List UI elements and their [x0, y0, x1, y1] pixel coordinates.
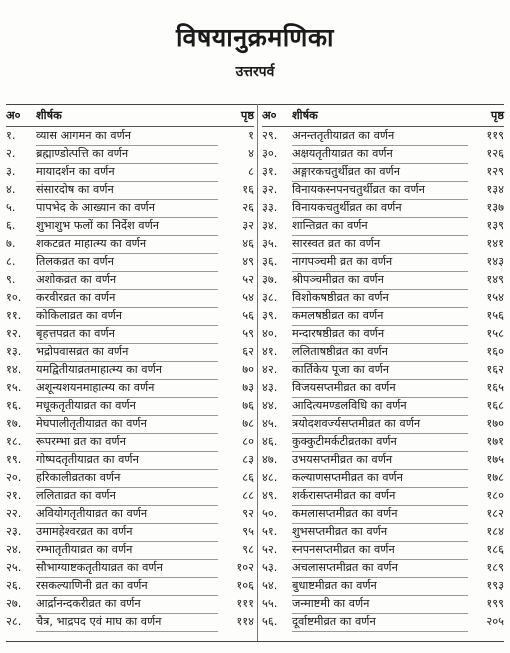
entry-title: दूर्वाष्टमीव्रत का वर्णन [292, 613, 468, 632]
entry-page-number: १७० [486, 417, 504, 430]
toc-entry [262, 469, 504, 487]
toc-entry [6, 181, 254, 199]
entry-chapter-number: ३०. [262, 147, 278, 160]
toc-entry [262, 289, 504, 307]
section-subtitle: उत्तरपर्व [235, 64, 275, 80]
toc-left-column [6, 106, 254, 631]
entry-chapter-number: ३९. [262, 309, 278, 322]
entry-title: कल्याणसप्तमीव्रत का वर्णन [292, 469, 468, 488]
entry-chapter-number: १४. [6, 363, 22, 376]
header-chapter-number: अ० [262, 109, 277, 122]
entry-title: तिलकव्रत का वर्णन [36, 253, 218, 272]
entry-page-number: ९२ [242, 507, 254, 520]
toc-entry [262, 541, 504, 559]
header-page: पृष्ठ [490, 109, 504, 122]
entry-page-number: १८६ [486, 543, 504, 556]
entry-chapter-number: ८. [6, 255, 16, 268]
entry-chapter-number: १३. [6, 345, 22, 358]
entry-chapter-number: ४६. [262, 435, 278, 448]
entry-page-number: १६२ [486, 363, 504, 376]
entry-chapter-number: १५. [6, 381, 22, 394]
header-chapter-number: अ० [6, 109, 21, 122]
entry-title: शुभाशुभ फलों का निर्देश वर्णन [36, 217, 218, 236]
toc-entry [262, 181, 504, 199]
entry-title: कमलषष्ठीव्रत का वर्णन [292, 307, 468, 326]
entry-page-number: १०६ [236, 579, 254, 592]
entry-page-number: ५४ [242, 291, 254, 304]
entry-title: कुक्कुटीमर्कटीव्रतका वर्णन [292, 433, 468, 452]
toc-entry [262, 217, 504, 235]
toc-header-right [262, 106, 504, 127]
toc-entry [262, 613, 504, 631]
entry-title: कोकिलाव्रत का वर्णन [36, 307, 218, 326]
toc-entry [6, 289, 254, 307]
entry-title: विनायकस्नपनचतुर्थीव्रत का वर्णन [292, 181, 468, 200]
entry-page-number: ८६ [242, 471, 254, 484]
entry-chapter-number: १०. [6, 291, 22, 304]
toc-entry [6, 325, 254, 343]
toc-entry [262, 307, 504, 325]
entry-title: शकटव्रत माहात्म्य का वर्णन [36, 235, 218, 254]
entry-title: अक्षयतृतीयाव्रत का वर्णन [292, 145, 468, 164]
entry-page-number: १८० [486, 489, 504, 502]
entry-title: अनन्ततृतीयाव्रत का वर्णन [292, 127, 468, 146]
entry-page-number: ४९ [242, 255, 254, 268]
page-title: विषयानुक्रमणिका [175, 23, 335, 52]
entry-page-number: १३९ [486, 219, 504, 232]
toc-entry [6, 523, 254, 541]
entry-chapter-number: ४८. [262, 471, 278, 484]
entry-chapter-number: ४४. [262, 399, 278, 412]
toc-entry [6, 541, 254, 559]
entry-chapter-number: ३६. [262, 255, 278, 268]
entry-page-number: ८८ [242, 489, 254, 502]
entry-title: भद्रोपवासव्रत का वर्णन [36, 343, 218, 362]
toc-entry [6, 559, 254, 577]
entry-title: व्यास आगमन का वर्णन [36, 127, 218, 146]
toc-entry [262, 577, 504, 595]
toc-entry [262, 451, 504, 469]
entry-title: विशोकषष्ठीव्रत का वर्णन [292, 289, 468, 308]
entry-chapter-number: ४५. [262, 417, 278, 430]
entry-chapter-number: ५५. [262, 597, 278, 610]
entry-page-number: १४३ [486, 255, 504, 268]
entry-page-number: १२६ [486, 147, 504, 160]
entry-page-number: १७१ [486, 435, 504, 448]
toc-entry [262, 559, 504, 577]
entry-chapter-number: २५. [6, 561, 22, 574]
entry-chapter-number: २८. [6, 615, 22, 628]
toc-entry [6, 199, 254, 217]
entry-chapter-number: ५१. [262, 525, 278, 538]
toc-entry [6, 271, 254, 289]
table-top-rule [6, 104, 504, 105]
entry-chapter-number: १२. [6, 327, 22, 340]
entry-chapter-number: ३. [6, 165, 16, 178]
entry-chapter-number: १७. [6, 417, 22, 430]
toc-entry [262, 505, 504, 523]
toc-entry [6, 613, 254, 631]
entry-chapter-number: २०. [6, 471, 22, 484]
header-page: पृष्ठ [240, 109, 254, 122]
entry-title: त्रयोदशवर्ज्यसप्तमीव्रत का वर्णन [292, 415, 468, 434]
header-title: शीर्षक [36, 109, 62, 122]
entry-page-number: १ [248, 129, 254, 142]
entry-title: अङ्गारकचतुर्थीव्रत का वर्णन [292, 163, 468, 182]
toc-rows-right [262, 127, 504, 631]
entry-chapter-number: ५३. [262, 561, 278, 574]
entry-page-number: ७० [242, 363, 254, 376]
toc-entry [262, 595, 504, 613]
entry-title: हरिकालीव्रतका वर्णन [36, 469, 218, 488]
entry-title: उमामहेश्वरव्रत का वर्णन [36, 523, 218, 542]
entry-page-number: १०२ [236, 561, 254, 574]
entry-chapter-number: ७. [6, 237, 16, 250]
toc-entry [6, 433, 254, 451]
entry-title: बुधाष्टमीव्रत का वर्णन [292, 577, 468, 596]
toc-entry [262, 523, 504, 541]
entry-title: नागपञ्चमी व्रत का वर्णन [292, 253, 468, 272]
entry-title: विनायकचतुर्थीव्रत का वर्णन [292, 199, 468, 218]
entry-title: उभयसप्तमीव्रत का वर्णन [292, 451, 468, 470]
entry-title: मेघपालीतृतीयाव्रत का वर्णन [36, 415, 218, 434]
entry-title: अवियोगतृतीयाव्रत का वर्णन [36, 505, 218, 524]
entry-page-number: ७६ [242, 399, 254, 412]
entry-chapter-number: ३३. [262, 201, 278, 214]
entry-title: रूपरम्भा व्रत का वर्णन [36, 433, 218, 452]
toc-entry [262, 379, 504, 397]
entry-chapter-number: ६. [6, 219, 16, 232]
entry-page-number: १७८ [486, 471, 504, 484]
toc-entry [6, 145, 254, 163]
entry-page-number: १९३ [486, 579, 504, 592]
toc-entry [262, 127, 504, 145]
entry-chapter-number: ३२. [262, 183, 278, 196]
entry-chapter-number: ४. [6, 183, 16, 196]
entry-chapter-number: ३५. [262, 237, 278, 250]
entry-page-number: २०५ [486, 615, 504, 628]
toc-entry [262, 397, 504, 415]
entry-page-number: ५६ [242, 309, 254, 322]
toc-entry [6, 307, 254, 325]
entry-title: विजयसप्तमीव्रत का वर्णन [292, 379, 468, 398]
entry-title: आदित्यमण्डलविधि का वर्णन [292, 397, 468, 416]
entry-title: जन्माष्टमी का वर्णन [292, 595, 468, 614]
entry-title: आर्द्रानन्दकरीव्रत का वर्णन [36, 595, 218, 614]
entry-chapter-number: २९. [262, 129, 278, 142]
toc-entry [262, 253, 504, 271]
entry-chapter-number: १८. [6, 435, 22, 448]
entry-page-number: ८० [242, 435, 254, 448]
toc-entry [6, 163, 254, 181]
toc-entry [262, 487, 504, 505]
entry-title: यमद्वितीयाव्रतमाहात्म्य का वर्णन [36, 361, 218, 380]
entry-page-number: ८३ [242, 453, 254, 466]
entry-title: अशून्यशयनमाहात्म्य का वर्णन [36, 379, 218, 398]
entry-page-number: ३२ [242, 219, 254, 232]
entry-chapter-number: ५६. [262, 615, 278, 628]
entry-page-number: १४१ [486, 237, 504, 250]
toc-entry [6, 415, 254, 433]
entry-title: करवीरव्रत का वर्णन [36, 289, 218, 308]
entry-chapter-number: ४९. [262, 489, 278, 502]
header-title: शीर्षक [292, 109, 318, 122]
toc-entry [262, 199, 504, 217]
entry-title: मायादर्शन का वर्णन [36, 163, 218, 182]
entry-page-number: ४ [248, 147, 254, 160]
entry-page-number: १५४ [486, 291, 504, 304]
toc-entry [6, 127, 254, 145]
entry-page-number: १६५ [486, 381, 504, 394]
entry-title: शर्करासप्तमीव्रत का वर्णन [292, 487, 468, 506]
entry-chapter-number: ५२. [262, 543, 278, 556]
entry-title: पापभेद के आख्यान का वर्णन [36, 199, 218, 218]
entry-title: कार्तिकेय पूजा का वर्णन [292, 361, 468, 380]
toc-entry [262, 415, 504, 433]
entry-chapter-number: ३१. [262, 165, 278, 178]
toc-entry [6, 469, 254, 487]
entry-page-number: १४९ [486, 273, 504, 286]
toc-entry [6, 379, 254, 397]
toc-entry [6, 595, 254, 613]
entry-page-number: १५८ [486, 327, 504, 340]
entry-chapter-number: ४३. [262, 381, 278, 394]
entry-title: गोष्पदतृतीयाव्रत का वर्णन [36, 451, 218, 470]
entry-page-number: २६ [242, 201, 254, 214]
entry-chapter-number: २३. [6, 525, 22, 538]
toc-right-column [262, 106, 504, 631]
toc-entry [262, 343, 504, 361]
entry-chapter-number: ४१. [262, 345, 278, 358]
entry-chapter-number: ५. [6, 201, 16, 214]
toc-entry [262, 235, 504, 253]
entry-page-number: १२९ [486, 165, 504, 178]
entry-page-number: ७८ [242, 417, 254, 430]
entry-title: शुभसप्तमीव्रत का वर्णन [292, 523, 468, 542]
entry-title: बृहत्तपव्रत का वर्णन [36, 325, 218, 344]
entry-chapter-number: २२. [6, 507, 22, 520]
toc-entry [6, 505, 254, 523]
entry-page-number: १८९ [486, 561, 504, 574]
toc-entry [6, 253, 254, 271]
entry-chapter-number: २४. [6, 543, 22, 556]
entry-page-number: ८ [248, 165, 254, 178]
entry-page-number: १८४ [486, 525, 504, 538]
toc-entry [262, 325, 504, 343]
entry-chapter-number: २१. [6, 489, 22, 502]
entry-chapter-number: ३७. [262, 273, 278, 286]
entry-page-number: ७३ [242, 381, 254, 394]
entry-page-number: १५६ [486, 309, 504, 322]
entry-chapter-number: १६. [6, 399, 22, 412]
entry-chapter-number: १९. [6, 453, 22, 466]
entry-title: ब्रह्माण्डोत्पत्ति का वर्णन [36, 145, 218, 164]
entry-page-number: १८२ [486, 507, 504, 520]
entry-chapter-number: ४२. [262, 363, 278, 376]
entry-chapter-number: २७. [6, 597, 22, 610]
entry-page-number: ९५ [242, 525, 254, 538]
toc-entry [6, 451, 254, 469]
entry-title: कमलासप्तमीव्रत का वर्णन [292, 505, 468, 524]
entry-chapter-number: ९. [6, 273, 16, 286]
entry-chapter-number: ४०. [262, 327, 278, 340]
entry-page-number: १११ [236, 597, 254, 610]
table-bottom-rule [6, 641, 504, 642]
entry-title: स्नपनसप्तमीव्रत का वर्णन [292, 541, 468, 560]
column-divider [257, 104, 258, 641]
toc-entry [262, 145, 504, 163]
entry-page-number: ६२ [242, 345, 254, 358]
toc-entry [6, 217, 254, 235]
entry-chapter-number: २. [6, 147, 16, 160]
entry-chapter-number: ४७. [262, 453, 278, 466]
entry-chapter-number: ५०. [262, 507, 278, 520]
entry-chapter-number: ११. [6, 309, 22, 322]
entry-title: ललिताषष्ठीव्रत का वर्णन [292, 343, 468, 362]
toc-entry [6, 235, 254, 253]
toc-rows-left [6, 127, 254, 631]
toc-entry [262, 271, 504, 289]
toc-entry [6, 397, 254, 415]
toc-header-left [6, 106, 254, 127]
toc-entry [6, 343, 254, 361]
entry-chapter-number: ३४. [262, 219, 278, 232]
entry-page-number: १७५ [486, 453, 504, 466]
entry-chapter-number: ५४. [262, 579, 278, 592]
toc-entry [6, 487, 254, 505]
entry-title: ललिताव्रत का वर्णन [36, 487, 218, 506]
entry-page-number: ५२ [242, 273, 254, 286]
entry-page-number: १९९ [486, 597, 504, 610]
entry-page-number: १३७ [486, 201, 504, 214]
entry-title: रसकल्याणिनी व्रत का वर्णन [36, 577, 218, 596]
entry-chapter-number: १. [6, 129, 16, 142]
entry-title: सौभाग्याष्टकतृतीयाव्रत का वर्णन [36, 559, 218, 578]
entry-title: श्रीपञ्चमीव्रत का वर्णन [292, 271, 468, 290]
entry-page-number: ११९ [486, 129, 504, 142]
toc-entry [262, 361, 504, 379]
entry-page-number: १६० [486, 345, 504, 358]
entry-page-number: १६८ [486, 399, 504, 412]
entry-page-number: १३४ [486, 183, 504, 196]
entry-title: शान्तिव्रत का वर्णन [292, 217, 468, 236]
entry-page-number: ११४ [236, 615, 254, 628]
toc-entry [262, 433, 504, 451]
entry-chapter-number: ३८. [262, 291, 278, 304]
entry-title: रम्भातृतीयाव्रत का वर्णन [36, 541, 218, 560]
entry-title: अचलासप्तमीव्रत का वर्णन [292, 559, 468, 578]
entry-page-number: ४६ [242, 237, 254, 250]
entry-title: सारस्वत व्रत का वर्णन [292, 235, 468, 254]
toc-entry [6, 361, 254, 379]
entry-chapter-number: २६. [6, 579, 22, 592]
entry-title: अशोकव्रत का वर्णन [36, 271, 218, 290]
entry-title: मधूकतृतीयाव्रत का वर्णन [36, 397, 218, 416]
entry-page-number: ९८ [242, 543, 254, 556]
toc-entry [262, 163, 504, 181]
entry-title: चैत्र, भाद्रपद एवं माघ का वर्णन [36, 613, 218, 632]
entry-page-number: १६ [242, 183, 254, 196]
entry-page-number: ५९ [242, 327, 254, 340]
entry-title: मन्दारषष्ठीव्रत का वर्णन [292, 325, 468, 344]
toc-entry [6, 577, 254, 595]
entry-title: संसारदोष का वर्णन [36, 181, 218, 200]
